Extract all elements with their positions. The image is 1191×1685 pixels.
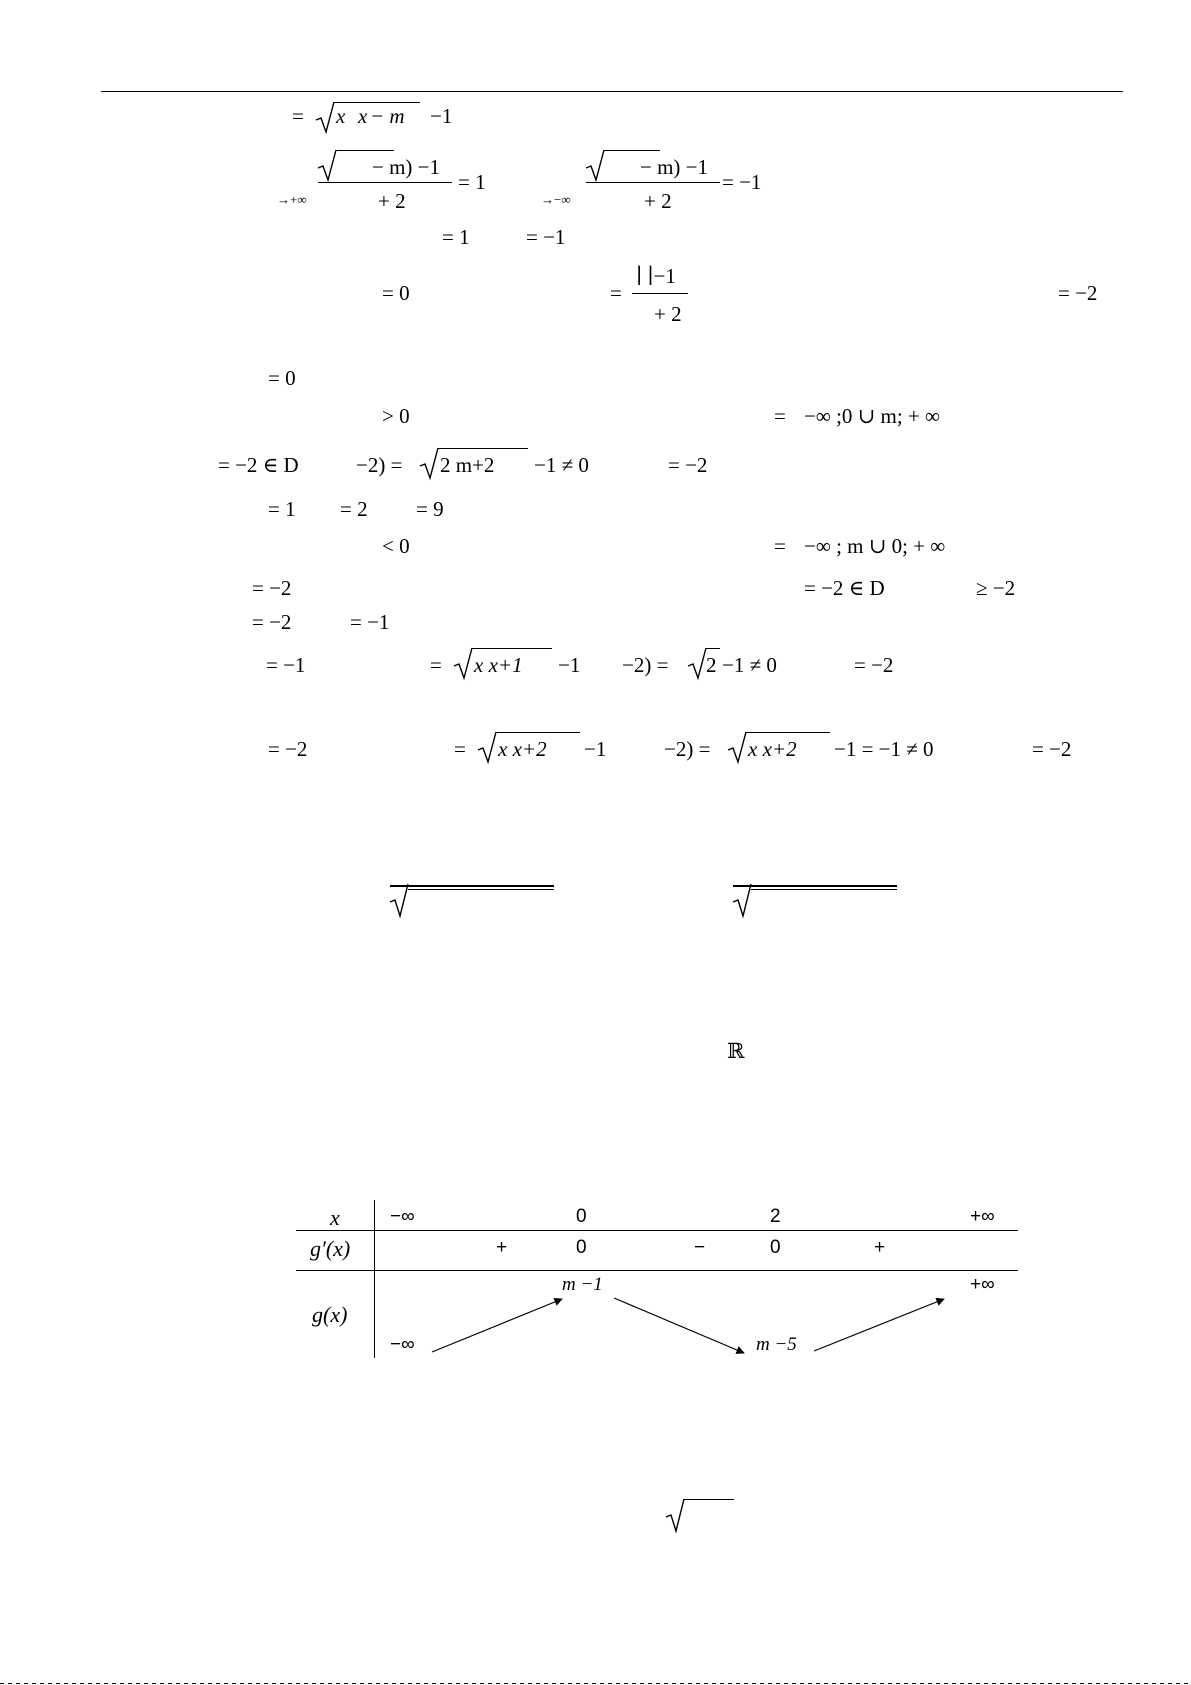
radicand: x x+2 (498, 737, 547, 761)
eq-minus-two: = −2 (854, 653, 894, 677)
eq-minus-one: = −1 (266, 653, 306, 677)
value-one: = 1 (268, 497, 296, 521)
eq-minus-two: = −2 (668, 453, 708, 477)
eq-minus-two: = −2 (252, 610, 292, 634)
asymptote-2: = −1 (526, 225, 566, 249)
x-zero: 0 (576, 1206, 587, 1227)
row-function-label: g(x) (312, 1302, 348, 1327)
eq-zero: = 0 (268, 366, 296, 390)
row-derivative-label: g′(x) (310, 1236, 351, 1261)
point-in-domain: = −2 ∈ D (804, 576, 885, 600)
sign-plus-2: + (874, 1237, 886, 1258)
fraction-numerator: ∣ ∣−1 (636, 264, 676, 288)
eq-sign: = (774, 404, 786, 428)
radicand: x x+2 (748, 737, 797, 761)
fraction-denominator: + 2 (654, 302, 682, 326)
not-zero: −1 ≠ 0 (534, 453, 589, 477)
x-two: 2 (770, 1206, 781, 1227)
radicand: 2 (706, 653, 717, 677)
minus-one: −1 (584, 737, 607, 761)
g-end: +∞ (970, 1274, 995, 1295)
deriv-zero-2: 0 (770, 1237, 781, 1258)
function-value: −2) = (622, 653, 669, 677)
radicand: 2 m+2 (440, 453, 495, 477)
domain-interval: −∞ ; m ∪ 0; + ∞ (804, 534, 946, 558)
g-local-min: m −5 (756, 1334, 797, 1355)
arrow-down (614, 1298, 744, 1353)
eq-sign: = (774, 534, 786, 558)
sign-plus-1: + (496, 1237, 508, 1258)
x-plus-inf: +∞ (970, 1206, 995, 1227)
not-zero: −1 ≠ 0 (722, 653, 777, 677)
row-x-label: x (330, 1205, 340, 1230)
value-two: = 2 (340, 497, 368, 521)
eq-sign: = (610, 281, 622, 305)
g-start: −∞ (390, 1334, 415, 1355)
x-minus-inf: −∞ (390, 1206, 415, 1227)
minus-one: −1 (558, 653, 581, 677)
eq-minus-two: = −2 (252, 576, 292, 600)
inequality: ≥ −2 (976, 576, 1016, 600)
radicand: x x+1 (474, 653, 523, 677)
arrow-up-2 (814, 1299, 944, 1351)
eq-sign: = (454, 737, 466, 761)
deriv-zero-1: 0 (576, 1237, 587, 1258)
value-nine: = 9 (416, 497, 444, 521)
function-value: −2) = (356, 453, 403, 477)
condition-positive: > 0 (382, 404, 410, 428)
asymptote-1: = 1 (442, 225, 470, 249)
g-local-max: m −1 (562, 1274, 603, 1295)
eq-minus-two: = −2 (1032, 737, 1072, 761)
equals-minus-one: −1 = −1 ≠ 0 (834, 737, 934, 761)
point-in-domain: = −2 ∈ D (218, 453, 299, 477)
eq-zero: = 0 (382, 281, 410, 305)
eq-minus-one: = −1 (350, 610, 390, 634)
sign-minus: − (694, 1237, 706, 1258)
eq-sign: = (430, 653, 442, 677)
condition-negative: < 0 (382, 534, 410, 558)
eq-minus-two: = −2 (1058, 281, 1098, 305)
eq-minus-two: = −2 (268, 737, 308, 761)
function-value: −2) = (664, 737, 711, 761)
arrow-up-1 (432, 1299, 562, 1352)
domain-interval: −∞ ;0 ∪ m; + ∞ (804, 404, 940, 428)
reals-symbol: ℝ (727, 1039, 745, 1063)
page-edge-rule (0, 1683, 1191, 1684)
